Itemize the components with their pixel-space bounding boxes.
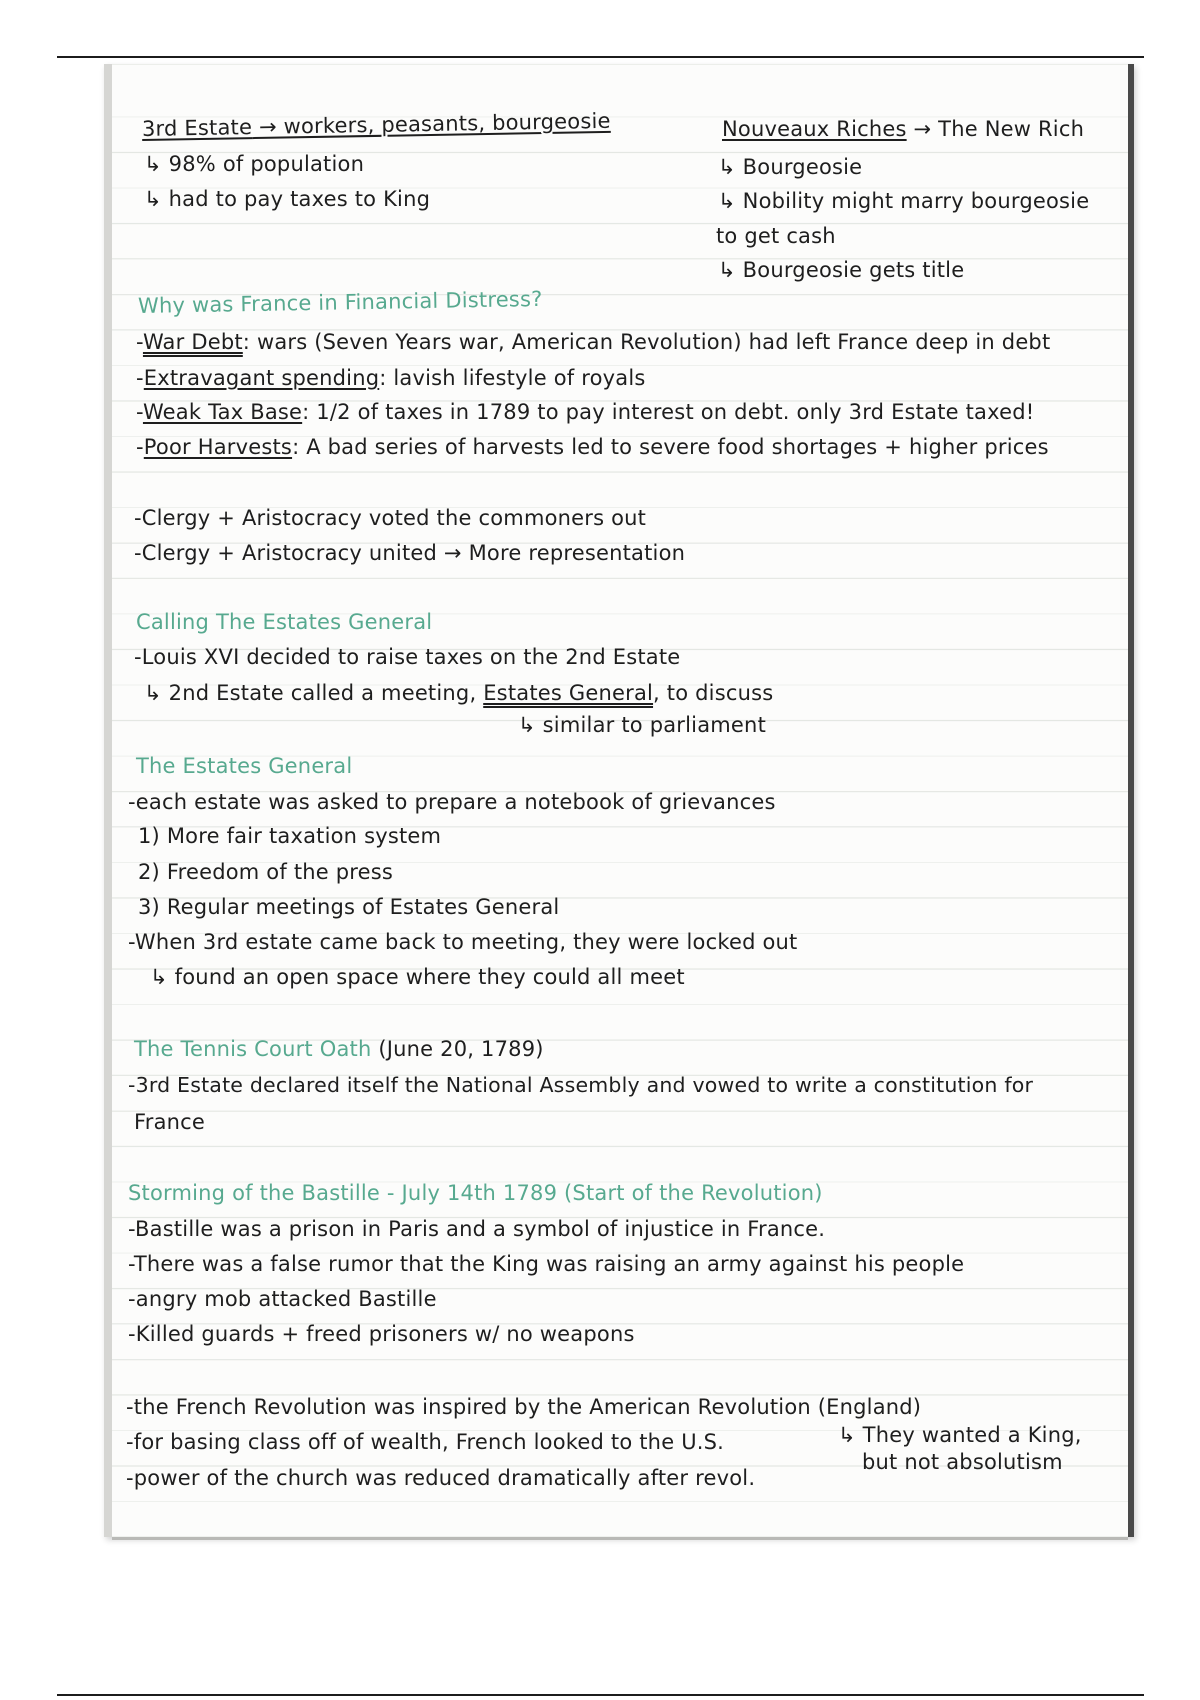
tax-base-label: Weak Tax Base [142, 400, 303, 424]
war-debt-line: -War Debt: wars (Seven Years war, American Revolution) had left France deep in debt [136, 330, 1051, 354]
bastille-heading: Storming of the Bastille - July 14th 1789 (Start of the Revolution) [128, 1181, 823, 1205]
harvest-label: Poor Harvests [143, 435, 293, 459]
third-estate-definition: → workers, peasants, bourgeosie [251, 108, 611, 140]
national-assembly-line: -3rd Estate declared itself the National Assembly and vowed to write a constitution for [128, 1073, 1034, 1097]
nouveaux-riches-title: Nouveaux Riches [722, 117, 907, 141]
false-rumor-line: -There was a false rumor that the King was raising an army against his people [128, 1252, 965, 1276]
wanted-king-note: ↳ They wanted a King, [838, 1423, 1082, 1447]
national-assembly-cont: France [134, 1110, 206, 1134]
nouveaux-riches-title-gain: ↳ Bourgeosie gets title [718, 258, 965, 282]
harvest-line: -Poor Harvests: A bad series of harvests led to severe food shortages + higher prices [136, 435, 1049, 459]
estates-general-heading: The Estates General [136, 754, 353, 778]
third-estate-taxes: ↳ had to pay taxes to King [144, 187, 431, 211]
nouveaux-riches-line [722, 117, 1084, 141]
nouveaux-riches-definition: → The New Rich [906, 117, 1085, 141]
third-estate-title: 3rd Estate [141, 115, 253, 141]
war-debt-text: : wars (Seven Years war, American Revolution) had left France deep in debt [242, 330, 1051, 354]
angry-mob-line: -angry mob attacked Bastille [128, 1287, 437, 1311]
estates-meeting-text-a: ↳ 2nd Estate called a meeting, [144, 681, 484, 705]
open-space-line: ↳ found an open space where they could all meet [150, 965, 685, 989]
grievance-2: 2) Freedom of the press [138, 860, 394, 884]
spending-text: : lavish lifestyle of royals [379, 366, 646, 390]
locked-out-line: -When 3rd estate came back to meeting, they were locked out [128, 930, 798, 954]
page-top-rule [57, 56, 1144, 58]
financial-distress-heading: Why was France in Financial Distress? [137, 286, 543, 318]
parliament-note: ↳ similar to parliament [518, 713, 766, 737]
calling-estates-heading: Calling The Estates General [136, 610, 433, 634]
nouveaux-riches-marry: ↳ Nobility might marry bourgeosie [718, 189, 1090, 213]
spending-label: Extravagant spending [143, 366, 380, 390]
church-power-line: -power of the church was reduced dramatically after revol. [126, 1466, 756, 1490]
grievance-1: 1) More fair taxation system [138, 824, 442, 848]
clergy-united-line: -Clergy + Aristocracy united → More representation [134, 541, 686, 565]
nouveaux-riches-bourgeosie: ↳ Bourgeosie [718, 155, 863, 179]
tennis-court-date: (June 20, 1789) [371, 1037, 544, 1061]
estates-meeting-line [144, 681, 773, 705]
tax-base-line: -Weak Tax Base: 1/2 of taxes in 1789 to pay interest on debt. only 3rd Estate taxed! [136, 400, 1035, 424]
clergy-voted-line: -Clergy + Aristocracy voted the commoners out [134, 506, 647, 530]
spending-line: -Extravagant spending: lavish lifestyle of royals [136, 366, 646, 390]
tennis-court-line [134, 1037, 544, 1061]
grievances-line: -each estate was asked to prepare a notebook of grievances [128, 790, 776, 814]
war-debt-label: War Debt [142, 330, 243, 354]
third-estate-population: ↳ 98% of population [144, 152, 365, 176]
louis-taxes-line: -Louis XVI decided to raise taxes on the 2nd Estate [134, 645, 681, 669]
tax-base-text: : 1/2 of taxes in 1789 to pay interest on debt. only 3rd Estate taxed! [302, 400, 1035, 424]
bastille-prison-line: -Bastille was a prison in Paris and a symbol of injustice in France. [128, 1217, 826, 1241]
estates-meeting-text-c: , to discuss [653, 681, 774, 705]
inspired-line: -the French Revolution was inspired by the American Revolution (England) [126, 1395, 922, 1419]
page-bottom-rule [57, 1694, 1144, 1696]
estates-general-term: Estates General [483, 681, 654, 705]
absolutism-note: but not absolutism [862, 1450, 1063, 1474]
freed-prisoners-line: -Killed guards + freed prisoners w/ no weapons [128, 1322, 635, 1346]
grievance-3: 3) Regular meetings of Estates General [138, 895, 560, 919]
tennis-court-heading: The Tennis Court Oath [134, 1037, 372, 1061]
nouveaux-riches-cash: to get cash [716, 224, 836, 248]
harvest-text: : A bad series of harvests led to severe food shortages + higher prices [292, 435, 1049, 459]
basing-class-line: -for basing class off of wealth, French looked to the U.S. [126, 1430, 725, 1454]
